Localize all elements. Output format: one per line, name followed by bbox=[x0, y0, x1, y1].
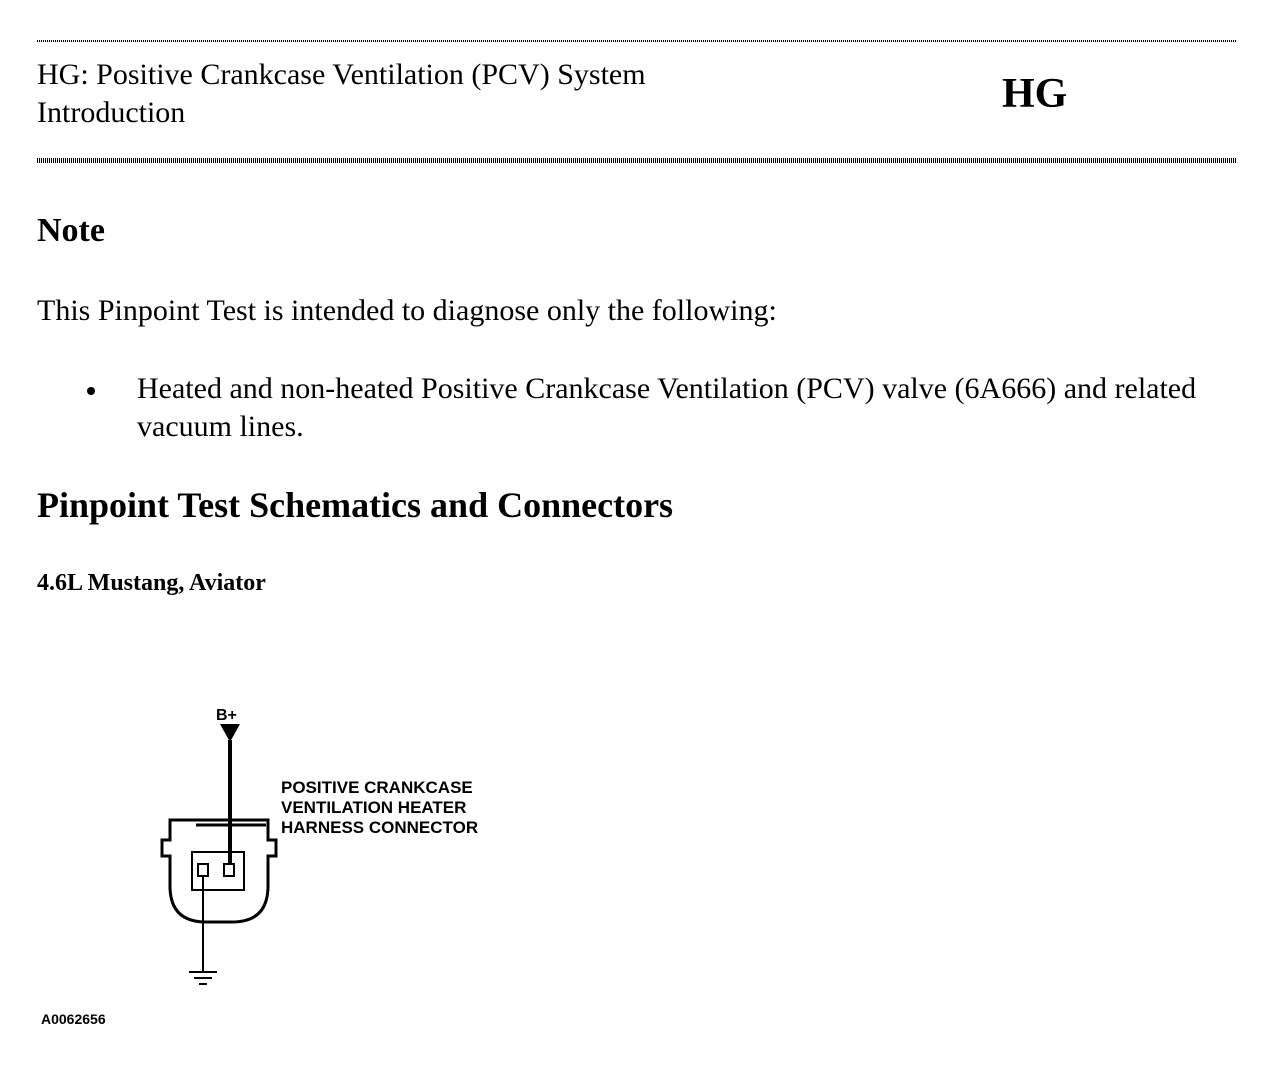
note-heading: Note bbox=[37, 212, 105, 249]
power-label: B+ bbox=[216, 707, 237, 724]
power-arrow-icon bbox=[220, 724, 240, 742]
page-title-line2: Introduction bbox=[37, 96, 186, 129]
ground-icon bbox=[189, 972, 217, 984]
connector-label-line3: HARNESS CONNECTOR bbox=[281, 818, 479, 837]
vehicle-subheading: 4.6L Mustang, Aviator bbox=[37, 570, 266, 596]
figure-id: A0062656 bbox=[41, 1011, 106, 1027]
list-item bbox=[37, 370, 1237, 446]
page-title-line1: HG: Positive Crankcase Ventilation (PCV) System bbox=[37, 58, 646, 91]
section-code: HG bbox=[1002, 71, 1068, 117]
page-title bbox=[37, 56, 837, 132]
note-intro: This Pinpoint Test is intended to diagnose only the following: bbox=[37, 294, 777, 327]
list-item-text: Heated and non-heated Positive Crankcase Ventilation (PCV) valve (6A666) and related vacuum lines. bbox=[137, 372, 1197, 443]
terminal-2 bbox=[224, 864, 234, 876]
connector-label-line1: POSITIVE CRANKCASE bbox=[281, 778, 473, 797]
bullet-icon bbox=[87, 387, 95, 395]
header-bottom-rule bbox=[37, 158, 1237, 163]
terminal-1 bbox=[198, 864, 208, 876]
connector-outline bbox=[162, 820, 276, 922]
header-top-rule bbox=[37, 40, 1237, 42]
schematics-heading: Pinpoint Test Schematics and Connectors bbox=[37, 485, 674, 525]
schematic-diagram bbox=[0, 690, 560, 1040]
note-list bbox=[37, 370, 1237, 446]
connector-label-line2: VENTILATION HEATER bbox=[281, 798, 467, 817]
